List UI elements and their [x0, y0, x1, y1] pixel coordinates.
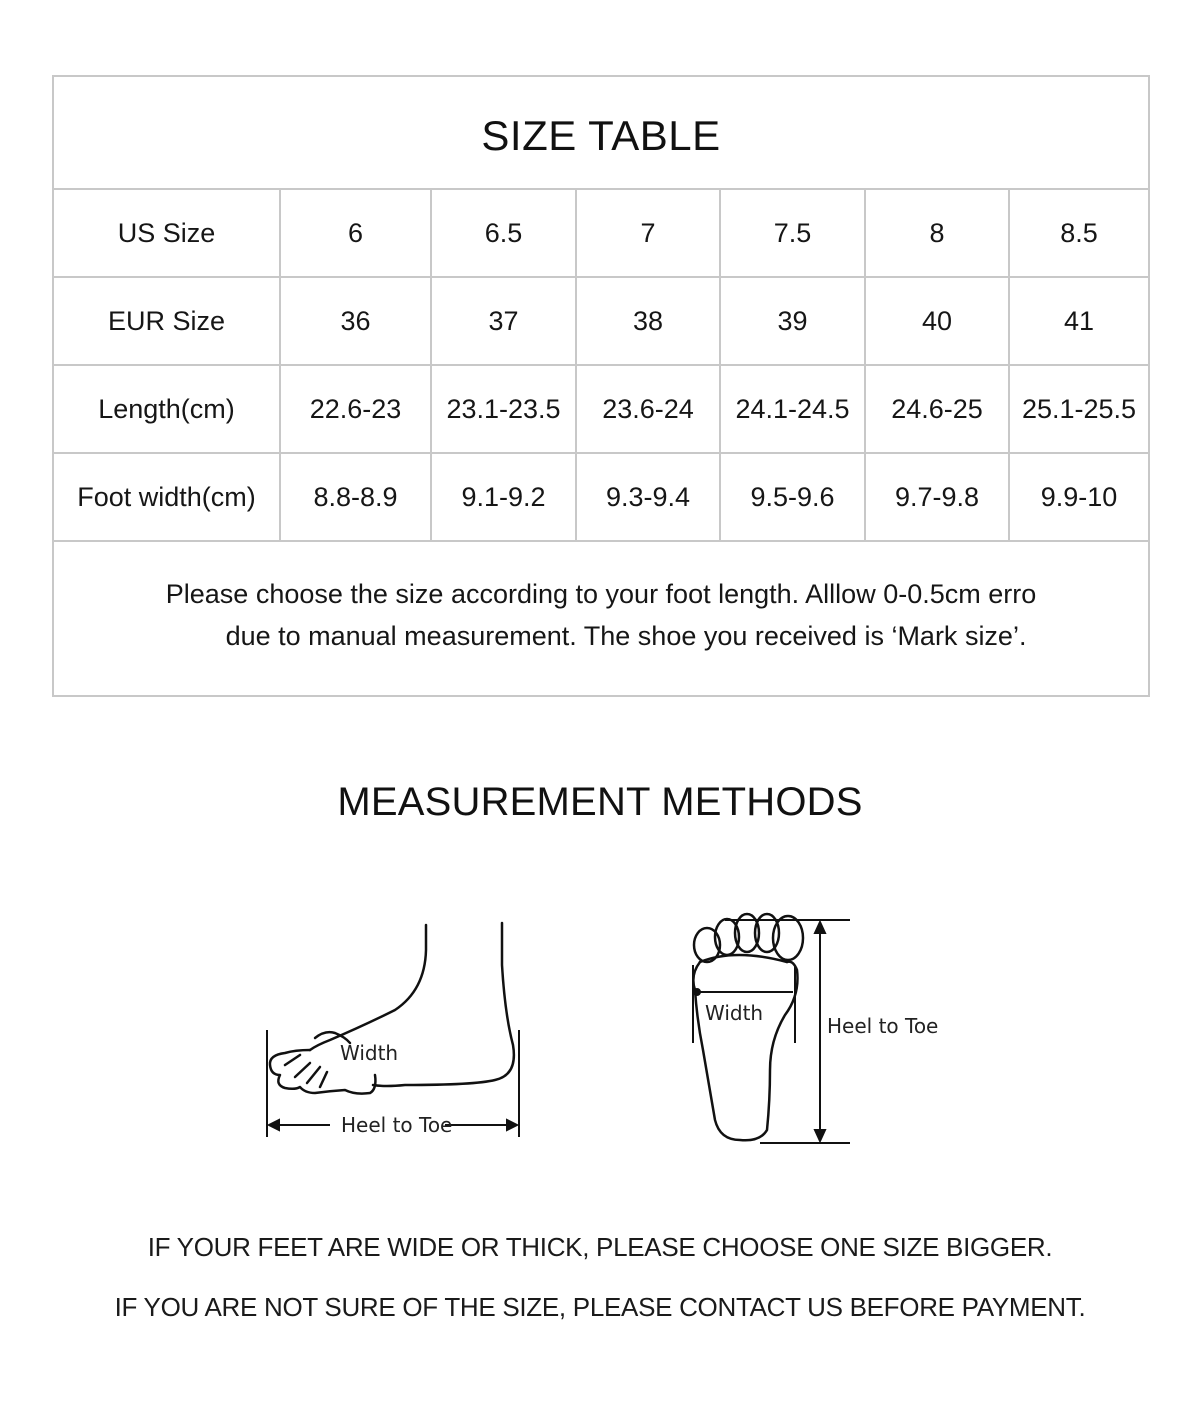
foot-sole-icon — [675, 900, 965, 1145]
table-cell: 7 — [576, 189, 720, 277]
size-table — [52, 75, 1150, 697]
table-cell: 36 — [280, 277, 431, 365]
table-cell: 38 — [576, 277, 720, 365]
advice-wide-feet: IF YOUR FEET ARE WIDE OR THICK, PLEASE CHOOSE ONE SIZE BIGGER. — [147, 1232, 1053, 1262]
table-cell: 40 — [865, 277, 1009, 365]
table-cell: 8.8-8.9 — [280, 453, 431, 541]
table-cell: 9.1-9.2 — [431, 453, 576, 541]
size-note — [53, 541, 1149, 696]
side-width-label: Width — [340, 1041, 399, 1065]
size-table-title: SIZE TABLE — [53, 76, 1149, 189]
table-row-eur-size — [53, 277, 1149, 365]
measurement-title: MEASUREMENT METHODS — [337, 780, 863, 824]
side-length-label: Heel to Toe — [341, 1113, 453, 1137]
size-note-line-2: due to manual measurement. The shoe you received is ‘Mark size’. — [225, 620, 1027, 651]
table-row-foot-width — [53, 453, 1149, 541]
table-cell: 25.1-25.5 — [1009, 365, 1149, 453]
table-cell: 24.6-25 — [865, 365, 1009, 453]
table-cell: 8.5 — [1009, 189, 1149, 277]
table-cell: 9.3-9.4 — [576, 453, 720, 541]
table-cell: 24.1-24.5 — [720, 365, 865, 453]
row-label: Foot width(cm) — [53, 453, 280, 541]
foot-sole-view-diagram — [675, 900, 965, 1145]
table-row-length — [53, 365, 1149, 453]
row-label: EUR Size — [53, 277, 280, 365]
table-cell: 41 — [1009, 277, 1149, 365]
row-label: Length(cm) — [53, 365, 280, 453]
row-label: US Size — [53, 189, 280, 277]
advice-contact-us: IF YOU ARE NOT SURE OF THE SIZE, PLEASE CONTACT US BEFORE PAYMENT. — [114, 1292, 1086, 1322]
size-note-line-1: Please choose the size according to your foot length. Alllow 0-0.5cm erro — [165, 578, 1037, 609]
foot-side-view-diagram — [255, 905, 540, 1145]
table-cell: 9.9-10 — [1009, 453, 1149, 541]
table-cell: 37 — [431, 277, 576, 365]
table-cell: 39 — [720, 277, 865, 365]
table-cell: 6 — [280, 189, 431, 277]
table-cell: 7.5 — [720, 189, 865, 277]
sole-width-label: Width — [705, 1001, 764, 1025]
table-cell: 6.5 — [431, 189, 576, 277]
foot-side-icon — [255, 905, 540, 1145]
table-cell: 23.6-24 — [576, 365, 720, 453]
table-cell: 9.5-9.6 — [720, 453, 865, 541]
table-row-us-size — [53, 189, 1149, 277]
table-cell: 23.1-23.5 — [431, 365, 576, 453]
sole-length-label: Heel to Toe — [827, 1014, 939, 1038]
table-cell: 8 — [865, 189, 1009, 277]
table-cell: 9.7-9.8 — [865, 453, 1009, 541]
table-cell: 22.6-23 — [280, 365, 431, 453]
